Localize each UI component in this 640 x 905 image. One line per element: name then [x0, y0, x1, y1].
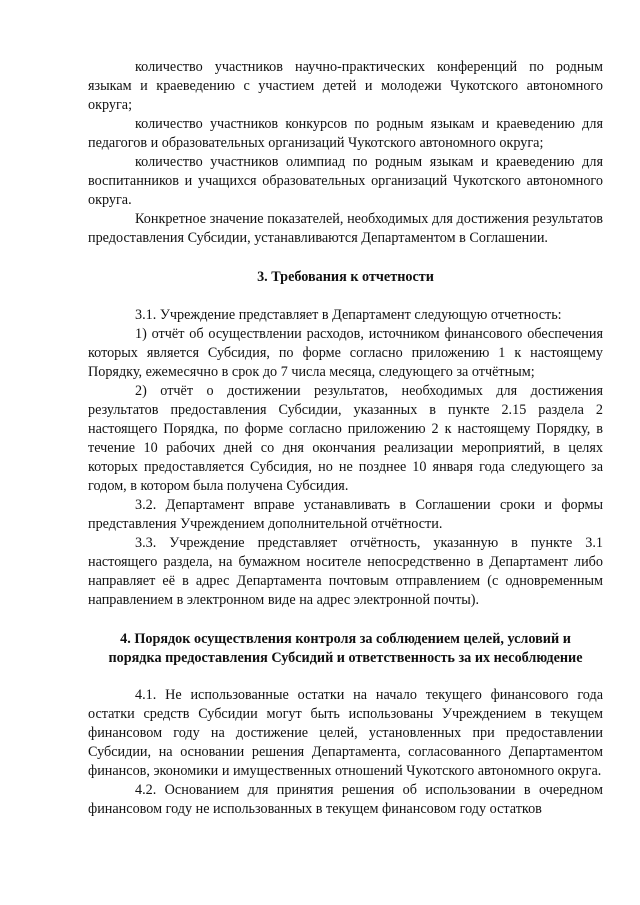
paragraph-3-1-item-2: 2) отчёт о достижении результатов, необходимых для достижения результатов предоставления Субсидии, указанных в пункте 2.15 раздела 2 настоящего Порядка, по форме согласно приложению 2 к настоящему Порядку, в течение 10 рабочих дней со дня окончания реализации мероприятий, в целях которых предоставляется Субсидия, но не позднее 10 января года следующего за годом, в котором была получена Субсидия. — [88, 383, 603, 494]
paragraph-contest-participants: количество участников конкурсов по родным языкам и краеведению для педагогов и образовательных организаций Чукотского автономного округа; — [88, 116, 603, 151]
paragraph-3-1: 3.1. Учреждение представляет в Департамент следующую отчетность: — [135, 307, 562, 323]
section-3-heading: 3. Требования к отчетности — [257, 269, 434, 285]
document-page — [88, 58, 603, 819]
paragraph-3-2: 3.2. Департамент вправе устанавливать в Соглашении сроки и формы представления Учреждением дополнительной отчётности. — [88, 497, 603, 532]
paragraph-indicator-values: Конкретное значение показателей, необходимых для достижения результатов предоставления Субсидии, устанавливаются Департаментом в Соглашении. — [88, 211, 603, 246]
paragraph-3-1-item-1: 1) отчёт об осуществлении расходов, источником финансового обеспечения которых является Субсидия, по форме согласно приложению 1 к настоящему Порядку, ежемесячно в срок до 7 числа месяца, следующего за отчётным; — [88, 326, 603, 380]
section-4-heading — [88, 630, 603, 668]
paragraph-olympiad-participants: количество участников олимпиад по родным языкам и краеведению для воспитанников и учащихся образовательных организаций Чукотского автономного округа. — [88, 154, 603, 208]
paragraph-4-1: 4.1. Не использованные остатки на начало текущего финансового года остатки средств Субсидии могут быть использованы Учреждением в текущем финансовом году на достижение целей, установленных при предоставлении Субсидии, на основании решения Департамента, согласованного Департаментом финансов, экономики и имущественных отношений Чукотского автономного округа. — [88, 687, 603, 779]
section-4-heading-line-2: порядка предоставления Субсидий и ответственность за их несоблюдение — [108, 650, 583, 666]
paragraph-3-3: 3.3. Учреждение представляет отчётность, указанную в пункте 3.1 настоящего раздела, на бумажном носителе непосредственно в Департамент либо направляет её в адрес Департамента почтовым отправлением (с одновременным направлением в электронном виде на адрес электронной почты). — [88, 535, 603, 608]
section-4-heading-line-1: 4. Порядок осуществления контроля за соблюдением целей, условий и — [120, 631, 571, 647]
paragraph-4-2: 4.2. Основанием для принятия решения об использовании в очередном финансовом году не использованных в текущем финансовом году остатков — [88, 782, 603, 817]
paragraph-conference-participants: количество участников научно-практических конференций по родным языкам и краеведению с участием детей и молодежи Чукотского автономного округа; — [88, 59, 603, 113]
